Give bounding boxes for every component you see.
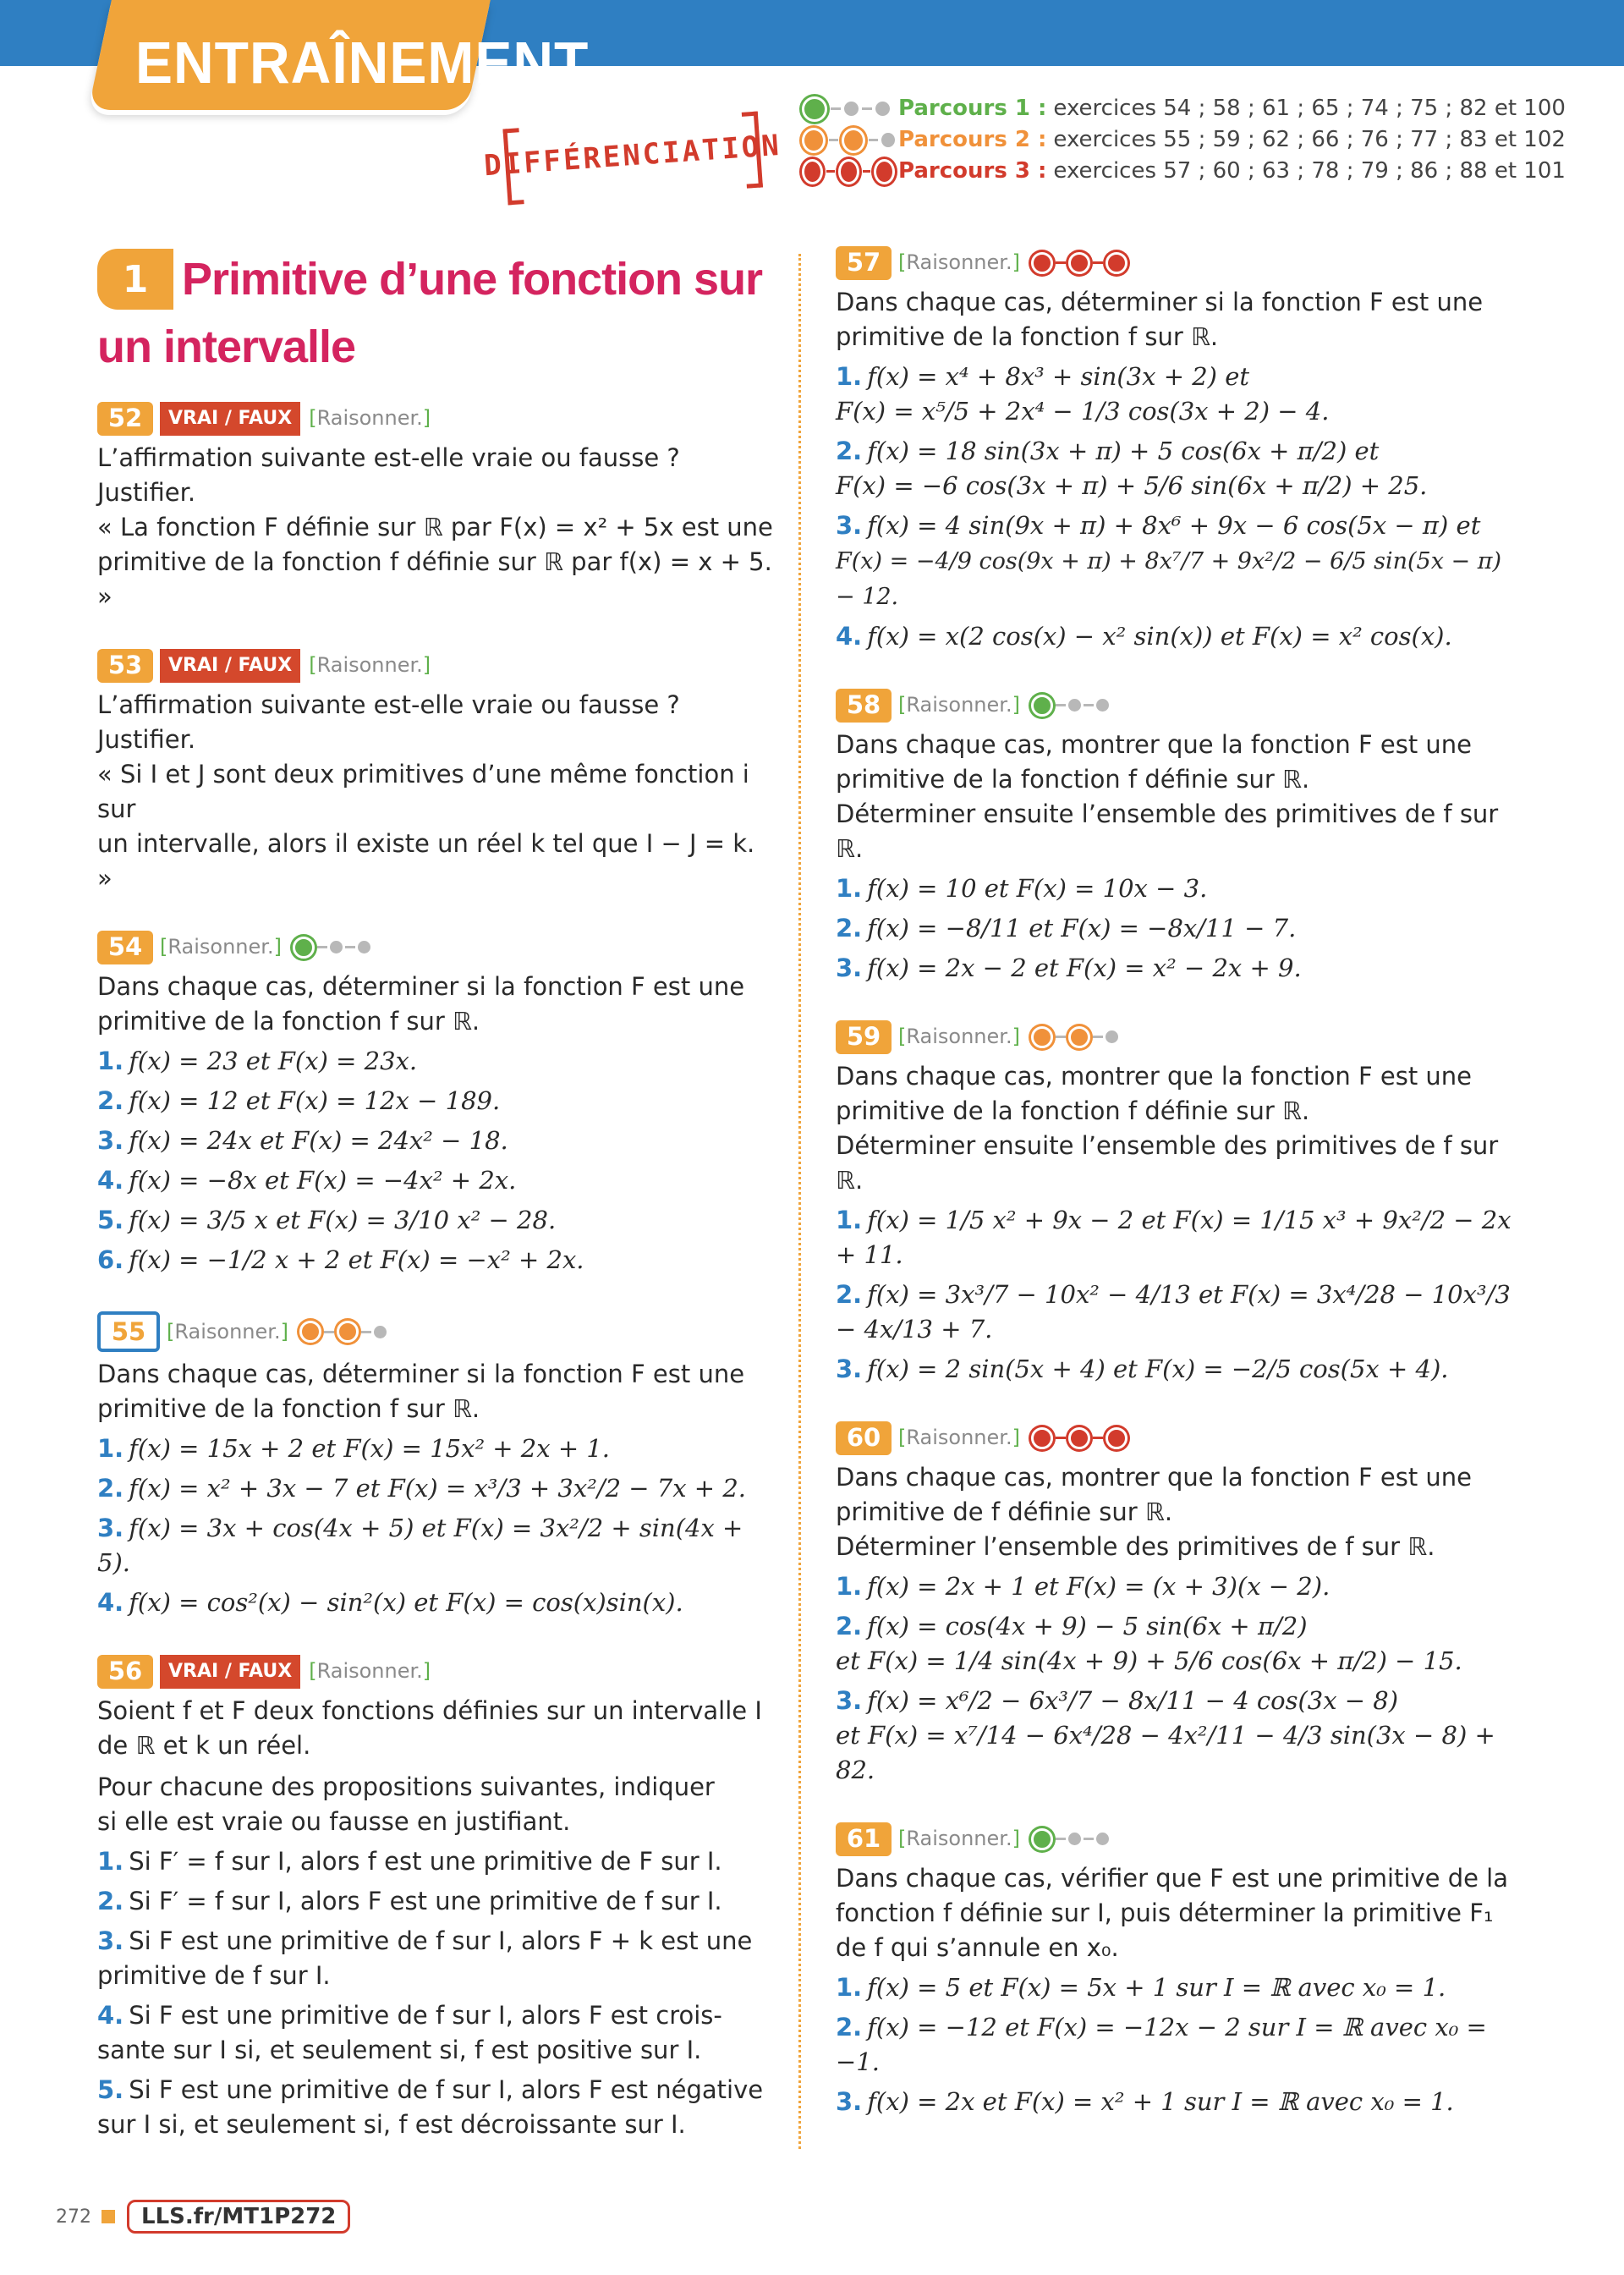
- exercise-item: 4. f(x) = x(2 cos(x) − x² sin(x)) et F(x) = x² cos(x).: [836, 622, 1452, 651]
- exercise-number: 61: [836, 1822, 892, 1856]
- vrai-faux-badge: VRAI / FAUX: [160, 402, 300, 436]
- exercise-item: 2. f(x) = 3x³/7 − 10x² − 4/13 et F(x) = 3x⁴/28 − 10x³/3 − 4x/13 + 7.: [836, 1280, 1511, 1344]
- exercise-number: 59: [836, 1020, 892, 1054]
- exercise-item: 3. f(x) = x⁶/2 − 6x³/7 − 8x/11 − 4 cos(3x − 8) et F(x) = x⁷/14 − 6x⁴/28 − 4x²/11 − 4/3 sin(3x − 8) + 82.: [836, 1686, 1495, 1784]
- exercise-text: de f qui s’annule en x₀.: [836, 1933, 1119, 1962]
- exercise-item: 4. f(x) = cos²(x) − sin²(x) et F(x) = cos(x)sin(x).: [97, 1588, 683, 1617]
- exercise-item: 1. f(x) = 1/5 x² + 9x − 2 et F(x) = 1/15 x³ + 9x²/2 − 2x + 11.: [836, 1206, 1512, 1269]
- exercise-item: 3. f(x) = 4 sin(9x + π) + 8x⁶ + 9x − 6 cos(5x − π) et F(x) = −4/9 cos(9x + π) + 8x⁷/7 + 9x²/2 − 6/5 sin(5x − π) − 12.: [836, 511, 1502, 610]
- exercise-item: 3. f(x) = 2 sin(5x + 4) et F(x) = −2/5 cos(5x + 4).: [836, 1355, 1449, 1383]
- exercise-text: « Si I et J sont deux primitives d’une même fonction i sur: [97, 760, 749, 823]
- exercise-55: [97, 1311, 774, 1620]
- exercise-58: [836, 688, 1512, 986]
- exercise-item: 3. f(x) = 2x et F(x) = x² + 1 sur I = ℝ avec x₀ = 1.: [836, 2087, 1454, 2116]
- exercise-text: Dans chaque cas, montrer que la fonction F est une: [836, 1463, 1473, 1492]
- parcours-2: [798, 124, 1566, 156]
- exercise-number: 58: [836, 689, 892, 723]
- skill-tag: [Raisonner.]: [898, 1426, 1020, 1449]
- exercise-item: 1. f(x) = 5 et F(x) = 5x + 1 sur I = ℝ avec x₀ = 1.: [836, 1973, 1446, 2002]
- parcours-1-text: exercices 54 ; 58 ; 61 ; 65 ; 74 ; 75 ; 82 et 100: [1053, 96, 1566, 121]
- exercise-59: [836, 1019, 1512, 1387]
- chapter-heading: [97, 245, 774, 313]
- exercise-item: 3. Si F est une primitive de f sur I, alors F + k est une primitive de f sur I.: [97, 1926, 753, 1990]
- exercise-item: 1. Si F′ = f sur I, alors f est une primitive de F sur I.: [97, 1847, 722, 1876]
- exercise-item: 1. f(x) = 15x + 2 et F(x) = 15x² + 2x + 1.: [97, 1434, 611, 1463]
- exercise-text: Dans chaque cas, déterminer si la fonction F est une: [97, 972, 745, 1001]
- exercise-61: [836, 1822, 1512, 2119]
- exercise-text: primitive de f définie sur ℝ.: [836, 1497, 1173, 1526]
- page-footer: [56, 2200, 350, 2234]
- exercise-text: un intervalle, alors il existe un réel k tel que I − J = k. »: [97, 829, 755, 893]
- exercise-item: 2. f(x) = −12 et F(x) = −12x − 2 sur I = ℝ avec x₀ = −1.: [836, 2013, 1487, 2076]
- page-number: 272: [56, 2206, 91, 2228]
- exercise-text: Dans chaque cas, déterminer si la fonction F est une: [836, 288, 1484, 316]
- skill-tag: [Raisonner.]: [898, 250, 1020, 274]
- exercise-item: 2. f(x) = x² + 3x − 7 et F(x) = x³/3 + 3x²/2 − 7x + 2.: [97, 1474, 746, 1503]
- online-link[interactable]: LLS.fr/MT1P272: [127, 2200, 350, 2234]
- exercise-text: Dans chaque cas, vérifier que F est une primitive de la: [836, 1864, 1508, 1893]
- exercise-item: 2. Si F′ = f sur I, alors F est une primitive de f sur I.: [97, 1887, 722, 1915]
- level-2-dots-icon: [297, 1321, 389, 1343]
- exercise-text: Pour chacune des propositions suivantes, indiquer: [97, 1772, 715, 1801]
- exercise-text: Dans chaque cas, montrer que la fonction F est une: [836, 730, 1473, 759]
- parcours-legend: [798, 93, 1566, 187]
- exercise-item: 2. f(x) = 18 sin(3x + π) + 5 cos(6x + π/2) et F(x) = −6 cos(3x + π) + 5/6 sin(6x + π/2) + 25.: [836, 437, 1428, 500]
- exercise-text: Dans chaque cas, montrer que la fonction F est une: [836, 1062, 1473, 1091]
- skill-tag: [Raisonner.]: [309, 406, 431, 430]
- exercise-text: Déterminer ensuite l’ensemble des primitives de f sur ℝ.: [836, 1131, 1499, 1195]
- parcours-3-name: Parcours 3 :: [898, 158, 1047, 184]
- exercise-text: fonction f définie sur I, puis déterminer la primitive F₁: [836, 1899, 1494, 1927]
- chapter-title-line2: un intervalle: [97, 321, 356, 372]
- exercise-text: primitive de la fonction f sur ℝ.: [97, 1394, 480, 1423]
- parcours-2-text: exercices 55 ; 59 ; 62 ; 66 ; 76 ; 77 ; 83 et 102: [1053, 127, 1566, 152]
- level-1-dots-icon: [798, 96, 898, 122]
- exercise-item: 3. f(x) = 24x et F(x) = 24x² − 18.: [97, 1126, 508, 1155]
- exercise-54: [97, 930, 774, 1278]
- exercise-number: 55: [97, 1311, 160, 1352]
- parcours-3-text: exercices 57 ; 60 ; 63 ; 78 ; 79 ; 86 ; 88 et 101: [1053, 158, 1566, 184]
- exercise-text: L’affirmation suivante est-elle vraie ou fausse ? Justifier.: [97, 443, 680, 507]
- exercise-text: Déterminer l’ensemble des primitives de f sur ℝ.: [836, 1532, 1435, 1561]
- level-2-dots-icon: [1029, 1026, 1121, 1048]
- square-icon: [102, 2210, 115, 2223]
- exercise-number: 54: [97, 931, 153, 964]
- level-3-dots-icon: [798, 159, 898, 184]
- exercise-number: 56: [97, 1655, 153, 1689]
- column-separator: [798, 254, 801, 2149]
- exercise-number: 57: [836, 246, 892, 280]
- exercise-item: 4. f(x) = −8x et F(x) = −4x² + 2x.: [97, 1166, 517, 1195]
- level-2-dots-icon: [798, 128, 898, 153]
- exercise-item: 1. f(x) = 23 et F(x) = 23x.: [97, 1047, 418, 1075]
- parcours-1: [798, 93, 1566, 124]
- skill-tag: [Raisonner.]: [898, 1827, 1020, 1850]
- exercise-57: [836, 245, 1512, 654]
- exercise-item: 6. f(x) = −1/2 x + 2 et F(x) = −x² + 2x.: [97, 1245, 584, 1274]
- section-title: ENTRAÎNEMENT: [135, 30, 590, 96]
- level-3-dots-icon: [1029, 252, 1130, 274]
- exercise-text: de ℝ et k un réel.: [97, 1731, 311, 1760]
- parcours-1-name: Parcours 1 :: [898, 96, 1047, 121]
- exercise-text: « La fonction F définie sur ℝ par F(x) = x² + 5x est une: [97, 513, 773, 541]
- exercise-text: Dans chaque cas, déterminer si la fonction F est une: [97, 1360, 745, 1388]
- chapter-title: Primitive d’une fonction sur: [182, 254, 763, 305]
- exercise-text: primitive de la fonction f sur ℝ.: [97, 1007, 480, 1036]
- exercise-item: 2. f(x) = 12 et F(x) = 12x − 189.: [97, 1086, 501, 1115]
- exercise-number: 53: [97, 649, 153, 683]
- exercise-item: 1. f(x) = 10 et F(x) = 10x − 3.: [836, 874, 1208, 903]
- exercise-item: 1. f(x) = x⁴ + 8x³ + sin(3x + 2) et F(x) = x⁵/5 + 2x⁴ − 1/3 cos(3x + 2) − 4.: [836, 362, 1330, 426]
- exercise-text: L’affirmation suivante est-elle vraie ou fausse ? Justifier.: [97, 690, 680, 754]
- vrai-faux-badge: VRAI / FAUX: [160, 1655, 300, 1689]
- parcours-3: [798, 156, 1566, 187]
- exercise-item: 5. Si F est une primitive de f sur I, alors F est négative sur I si, et seulement si, f est décroissante sur I.: [97, 2075, 764, 2139]
- left-column: [97, 245, 774, 2176]
- level-1-dots-icon: [290, 937, 373, 959]
- right-column: [836, 245, 1512, 2153]
- level-3-dots-icon: [1029, 1427, 1130, 1449]
- parcours-2-name: Parcours 2 :: [898, 127, 1047, 152]
- exercise-number: 60: [836, 1421, 892, 1455]
- exercise-text: primitive de la fonction f définie sur ℝ par f(x) = x + 5. »: [97, 547, 772, 611]
- chapter-number: 1: [97, 249, 173, 310]
- exercise-number: 52: [97, 402, 153, 436]
- exercise-text: primitive de la fonction f définie sur ℝ.: [836, 765, 1310, 794]
- exercise-52: [97, 401, 774, 614]
- exercise-text: primitive de la fonction f définie sur ℝ.: [836, 1096, 1310, 1125]
- skill-tag: [Raisonner.]: [167, 1319, 288, 1344]
- skill-tag: [Raisonner.]: [898, 1025, 1020, 1048]
- exercise-text: si elle est vraie ou fausse en justifiant.: [97, 1807, 571, 1836]
- skill-tag: [Raisonner.]: [160, 935, 282, 959]
- exercise-53: [97, 648, 774, 896]
- exercise-item: 2. f(x) = cos(4x + 9) − 5 sin(6x + π/2) et F(x) = 1/4 sin(4x + 9) + 5/6 cos(6x + π/2) − 15.: [836, 1612, 1462, 1675]
- skill-tag: [Raisonner.]: [898, 693, 1020, 717]
- level-1-dots-icon: [1029, 1828, 1111, 1850]
- exercise-56: [97, 1654, 774, 2142]
- exercise-item: 2. f(x) = −8/11 et F(x) = −8x/11 − 7.: [836, 914, 1297, 942]
- exercise-60: [836, 1421, 1512, 1788]
- skill-tag: [Raisonner.]: [309, 1659, 431, 1683]
- exercise-item: 4. Si F est une primitive de f sur I, alors F est crois- sante sur I si, et seulement si, f est positive sur I.: [97, 2001, 722, 2064]
- exercise-item: 5. f(x) = 3/5 x et F(x) = 3/10 x² − 28.: [97, 1206, 557, 1234]
- exercise-item: 3. f(x) = 3x + cos(4x + 5) et F(x) = 3x²/2 + sin(4x + 5).: [97, 1514, 743, 1577]
- differenciation-stamp: DIFFÉRENCIATION: [502, 112, 762, 201]
- vrai-faux-badge: VRAI / FAUX: [160, 649, 300, 683]
- skill-tag: [Raisonner.]: [309, 653, 431, 677]
- exercise-text: Déterminer ensuite l’ensemble des primitives de f sur ℝ.: [836, 800, 1499, 863]
- exercise-item: 1. f(x) = 2x + 1 et F(x) = (x + 3)(x − 2).: [836, 1572, 1330, 1601]
- exercise-text: primitive de la fonction f sur ℝ.: [836, 322, 1219, 351]
- exercise-item: 3. f(x) = 2x − 2 et F(x) = x² − 2x + 9.: [836, 953, 1302, 982]
- exercise-text: Soient f et F deux fonctions définies sur un intervalle I: [97, 1696, 762, 1725]
- level-1-dots-icon: [1029, 695, 1111, 717]
